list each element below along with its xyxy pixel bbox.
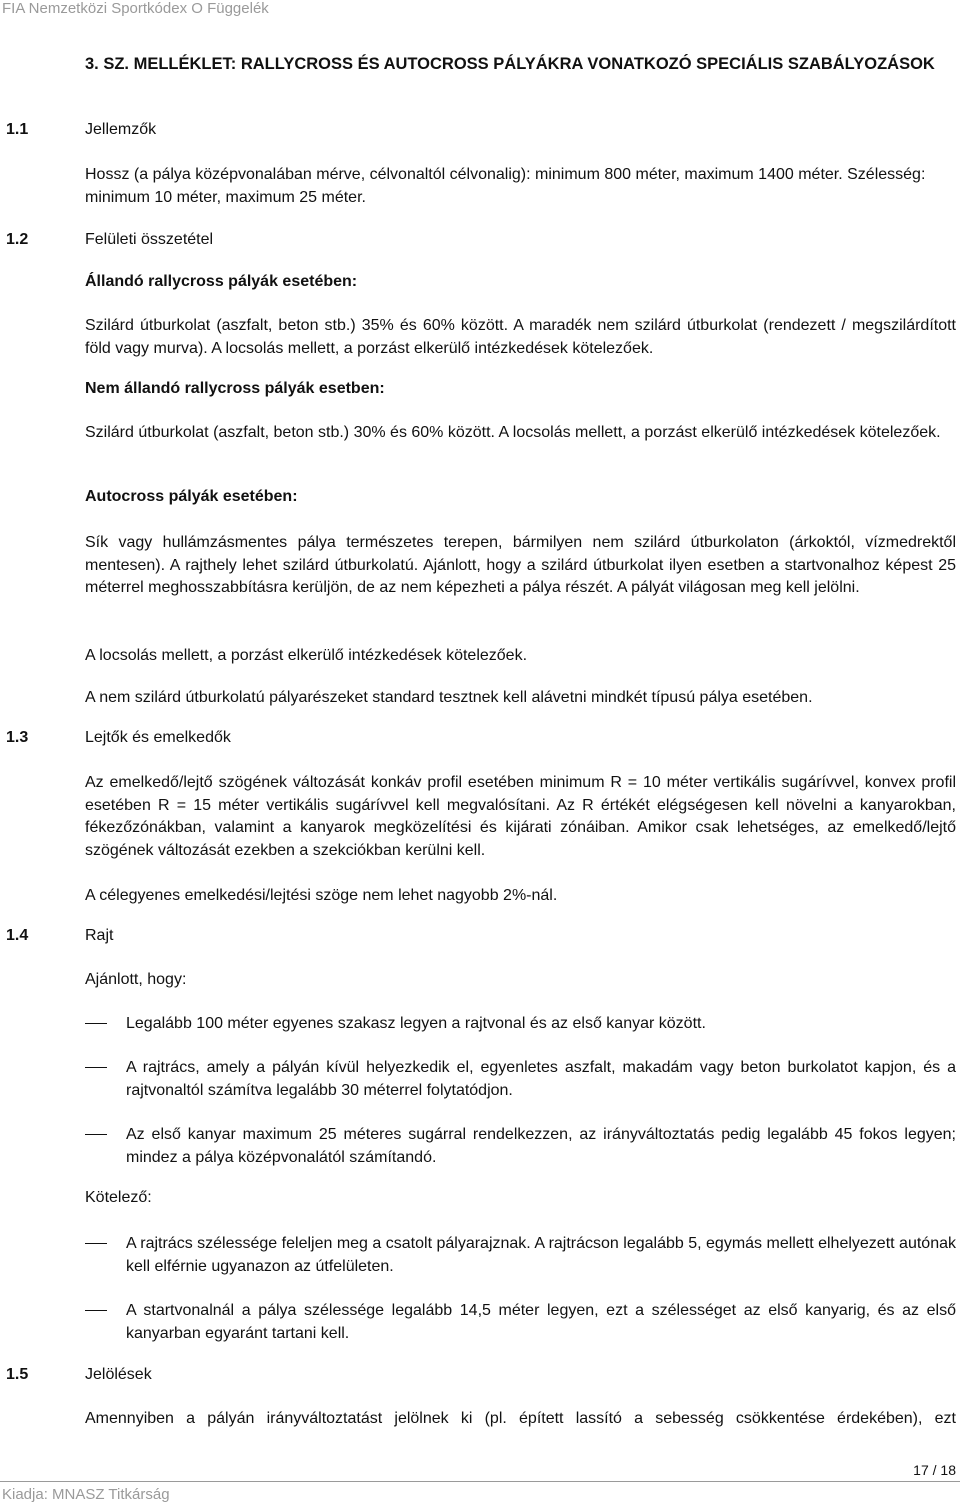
paragraph-autocross: Sík vagy hullámzásmentes pálya természetes terepen, bármilyen nem szilárd útburkolaton (árkoktól, vízmedrektől mentesen). A rajthely lehet szilárd útburkolatú. Ajánlott, hogy a szilárd útburkolat ilyen esetben a startvonalhoz képest 25 méterrel meghosszabbításra kerüljön, de az nem képezheti a pálya részét. A pályát világosan meg kell jelölni. <box>85 534 956 596</box>
document-title: 3. SZ. MELLÉKLET: RALLYCROSS ÉS AUTOCROSS PÁLYÁKRA VONATKOZÓ SPECIÁLIS SZABÁLYOZÁSOK <box>85 55 935 73</box>
section-number-1-3: 1.3 <box>6 729 29 746</box>
paragraph-finish-straight: A célegyenes emelkedési/lejtési szöge nem lehet nagyobb 2%-nál. <box>85 887 558 904</box>
section-title-1-3: Lejtők és emelkedők <box>85 729 231 746</box>
section-title-1-5: Jelölések <box>85 1366 152 1383</box>
list-dash <box>85 1310 107 1311</box>
section-title-1-2: Felületi összetétel <box>85 231 214 248</box>
list-dash <box>85 1023 107 1024</box>
list-dash <box>85 1067 107 1068</box>
recommended-intro: Ajánlott, hogy: <box>85 971 187 988</box>
paragraph-standard-test: A nem szilárd útburkolatú pályarészeket standard tesztnek kell alávetni mindkét típusú pálya esetében. <box>85 689 813 706</box>
footer-publisher: Kiadja: MNASZ Titkárság <box>2 1486 170 1503</box>
section-number-1-2: 1.2 <box>6 231 29 248</box>
subheading-permanent-rallycross: Állandó rallycross pályák esetében: <box>85 273 358 290</box>
paragraph-length-width: Hossz (a pálya középvonalában mérve, célvonaltól célvonalig): minimum 800 méter, maximum 1400 méter. Szélesség: minimum 10 méter, maximum 25 méter. <box>85 166 926 206</box>
footer-divider <box>0 1481 960 1482</box>
list-item: Legalább 100 méter egyenes szakasz legyen a rajtvonal és az első kanyar között. <box>126 1015 706 1032</box>
list-dash <box>85 1134 107 1135</box>
paragraph-dust-measures: A locsolás mellett, a porzást elkerülő intézkedések kötelezőek. <box>85 647 528 664</box>
list-item: A rajtrács szélessége feleljen meg a csatolt pályarajznak. A rajtrácson legalább 5, egymás mellett elhelyezett autónak kell elférnie ugyanazon az útfelületen. <box>126 1235 956 1275</box>
paragraph-non-permanent-rallycross: Szilárd útburkolat (aszfalt, beton stb.) 30% és 60% között. A locsolás mellett, a porzást elkerülő intézkedések kötelezőek. <box>85 424 941 441</box>
list-dash <box>85 1243 107 1244</box>
list-item: A startvonalnál a pálya szélessége legalább 14,5 méter legyen, ezt a szélességet az első kanyarig, és az első kanyarban egyaránt tartani kell. <box>126 1302 956 1342</box>
section-title-1-1: Jellemzők <box>85 121 157 138</box>
mandatory-intro: Kötelező: <box>85 1189 152 1206</box>
paragraph-slope-radius: Az emelkedő/lejtő szögének változását konkáv profil esetében minimum R = 10 méter vertikális sugárívvel, konvex profil esetében R = 15 méter vertikális sugárívvel kell megvalósítani. Az R értékét elégségesen kell növelni a kanyarokban, fékezőzónákban, valamint a kanyarok megközelítési és kijárati zónáiban. Amikor csak lehetséges, az emelkedő/lejtő szögének változását ezekben a szekciókban kerülni kell. <box>85 774 956 859</box>
page-number: 17 / 18 <box>913 1462 956 1478</box>
paragraph-permanent-rallycross: Szilárd útburkolat (aszfalt, beton stb.) 35% és 60% között. A maradék nem szilárd útburkolat (rendezett / megszilárdított föld vagy murva). A locsolás mellett, a porzást elkerülő intézkedések kötelezőek. <box>85 317 956 357</box>
list-item: Az első kanyar maximum 25 méteres sugárral rendelkezzen, az irányváltoztatás pedig legalább 45 fokos legyen; mindez a pálya középvonalától számítandó. <box>126 1126 956 1166</box>
section-number-1-4: 1.4 <box>6 927 29 944</box>
running-header: FIA Nemzetközi Sportkódex O Függelék <box>2 0 269 17</box>
subheading-non-permanent-rallycross: Nem állandó rallycross pályák esetben: <box>85 380 385 397</box>
section-number-1-5: 1.5 <box>6 1366 29 1383</box>
paragraph-markings: Amennyiben a pályán irányváltoztatást jelölnek ki (pl. épített lassító a sebesség csökkentése érdekében), ezt <box>85 1410 956 1427</box>
subheading-autocross: Autocross pályák esetében: <box>85 488 298 505</box>
list-item: A rajtrács, amely a pályán kívül helyezkedik el, egyenletes aszfalt, makadám vagy beton burkolatot kapjon, és a rajtvonaltól számítva legalább 30 méterrel folytatódjon. <box>126 1059 956 1099</box>
section-number-1-1: 1.1 <box>6 121 29 138</box>
section-title-1-4: Rajt <box>85 927 114 944</box>
